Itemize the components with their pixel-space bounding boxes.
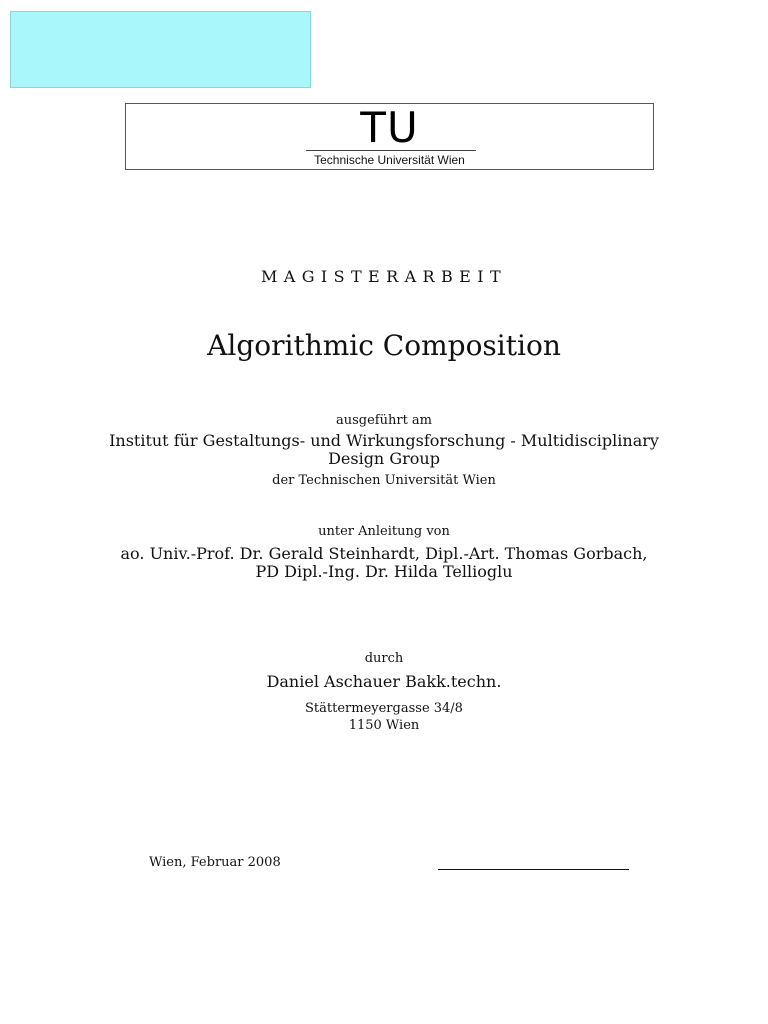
author-name: Daniel Aschauer Bakk.techn. — [266, 672, 502, 691]
university-line: der Technischen Universität Wien — [272, 473, 496, 488]
tu-logo-icon: TU — [360, 103, 419, 152]
supervision-label: unter Anleitung von — [318, 524, 450, 539]
signature-line — [438, 869, 629, 870]
institute-line-2: Design Group — [328, 449, 440, 468]
thesis-type: MAGISTERARBEIT — [260, 267, 508, 286]
highlight-box — [10, 11, 311, 88]
address-street: Stättermeyergasse 34/8 — [305, 701, 463, 716]
supervisors-line-1: ao. Univ.-Prof. Dr. Gerald Steinhardt, Dipl.-Art. Thomas Gorbach, — [120, 544, 648, 563]
logo-divider — [306, 150, 476, 151]
address-city: 1150 Wien — [348, 718, 420, 733]
place-date: Wien, Februar 2008 — [149, 855, 281, 870]
thesis-title: Algorithmic Composition — [207, 329, 561, 362]
by-label: durch — [364, 651, 404, 666]
logo-caption: Technische Universität Wien — [314, 153, 465, 167]
executed-at-label: ausgeführt am — [335, 413, 432, 428]
university-logo-banner — [125, 103, 654, 170]
institute-line-1: Institut für Gestaltungs- und Wirkungsforschung - Multidisciplinary — [109, 431, 659, 450]
supervisors-line-2: PD Dipl.-Ing. Dr. Hilda Tellioglu — [255, 562, 513, 581]
